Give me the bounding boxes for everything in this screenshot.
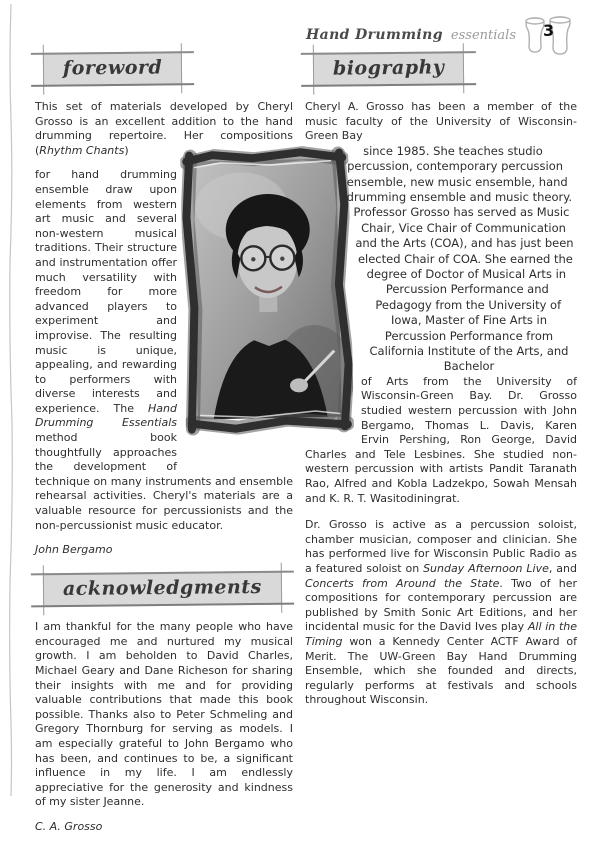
foreword-text: ) — [124, 144, 128, 157]
acknowledgments-signature: C. A. Grosso — [35, 820, 293, 833]
foreword-text: method book thoughtfully approaches the development of technique on many instruments and ensemble rehearsal activities. Cheryl's materials are a valuable resource for percussionists and the non-percussionist music educator. — [35, 431, 293, 532]
biography-heading: biography — [333, 56, 445, 79]
book-title: Hand Drumming — [306, 27, 443, 43]
biography-paragraph-continued: of Arts from the University of Wisconsin-Green Bay. Dr. Grosso studied western percussion with John Bergamo, Thomas L. Davis, Karen Ervin Pershing, Ron George, David Charles and Tele Lesbines. She studied non-western percussion with artists Pandit Taranath Rao, Alfred and Kobla Ladzekpo, Sowah Mensah and K. R. T. Wasitodiningrat. — [305, 375, 577, 506]
acknowledgments-paragraph: I am thankful for the many people who have encouraged me and nurtured my musical growth. I am beholden to David Charles, Michael Geary and Dane Richeson for sharing their insights with me and for providing valuable contributions that made this book possible. Thanks also to Peter Schmeling and Gregory Thornburg for serving as models. I am especially grateful to John Bergamo who has been, and continues to be, a significant influence in my life. I am endlessly appreciative for the generosity and kindness of my sister Jeanne. — [35, 620, 293, 810]
biography-paragraph-intro: Cheryl A. Grosso has been a member of the music faculty of the University of Wisconsin-Green Bay — [305, 100, 577, 144]
biography-text: . Two of her compositions for contemporary percussion are published by Smith Sonic Art Editions, and her incidental music for the David Ives play — [305, 577, 577, 634]
biography-title-sunday-afternoon-live: Sunday Afternoon Live — [423, 562, 549, 575]
foreword-title-rhythm-chants: Rhythm Chants — [39, 144, 124, 157]
biography-heading-box — [313, 51, 465, 87]
foreword-text: This set of materials developed by Cheryl Grosso is an excellent addition to the hand drumming repertoire. Her compositions ( — [35, 100, 293, 157]
biography-title-concerts-from-around-the-state: Concerts from Around the State — [305, 577, 499, 590]
biography-text: since 1985. She teaches studio percussion, contemporary percussion ensemble, new music ensemble, hand drumming ensemble and music theory. Professor Grosso has served as Music Chair, Vice Chair of Communication and the Arts (COA), and has just been elected Chair of COA. She earned the degree of Doctor of Musical Arts in Percussion Performance and Pedagogy from the University of Iowa, Master of Fine Arts in Percussion Performance from California Institute of the Arts, and Bachelor — [347, 144, 574, 374]
foreword-signature: John Bergamo — [35, 543, 293, 556]
acknowledgments-heading: acknowledgments — [63, 576, 262, 600]
right-column — [305, 48, 577, 718]
biography-title-all-in-the-timing: All in the Timing — [305, 620, 577, 648]
biography-paragraph-career — [305, 518, 577, 708]
photo-wrap-spacer-left — [177, 168, 293, 460]
acknowledgments-heading-box — [43, 571, 282, 607]
foreword-heading-box — [43, 51, 183, 86]
book-subtitle: essentials — [451, 28, 516, 43]
biography-paragraph-wrapped — [305, 144, 577, 375]
biography-text: won a Kennedy Center ACTF Award of Merit. The UW-Green Bay Hand Drumming Ensemble, which she founded and directs, regularly performs at festivals and schools throughout Wisconsin. — [305, 635, 577, 706]
foreword-paragraph-intro — [35, 100, 293, 158]
foreword-heading: foreword — [63, 56, 163, 79]
page-number: 3 — [543, 21, 554, 40]
left-column — [35, 48, 293, 845]
foreword-title-hde: Hand Drumming Essentials — [35, 402, 177, 430]
foreword-text: for hand drumming ensemble draw upon elements from western art music and several non-western musical traditions. Their structure and instrumentation offer much versatility with freedom for more advanced players to experiment and improvise. The resulting music is unique, appealing, and rewarding to performers with diverse interests and experience. The — [35, 168, 177, 415]
page-edge-sketch-line — [6, 2, 16, 798]
biography-text: , and — [549, 562, 577, 575]
foreword-paragraph-wrapped — [35, 168, 293, 533]
biography-text: Dr. Grosso is active as a percussion soloist, chamber musician, composer and clinician. She has performed live for Wisconsin Public Radio as a featured soloist on — [305, 518, 577, 575]
